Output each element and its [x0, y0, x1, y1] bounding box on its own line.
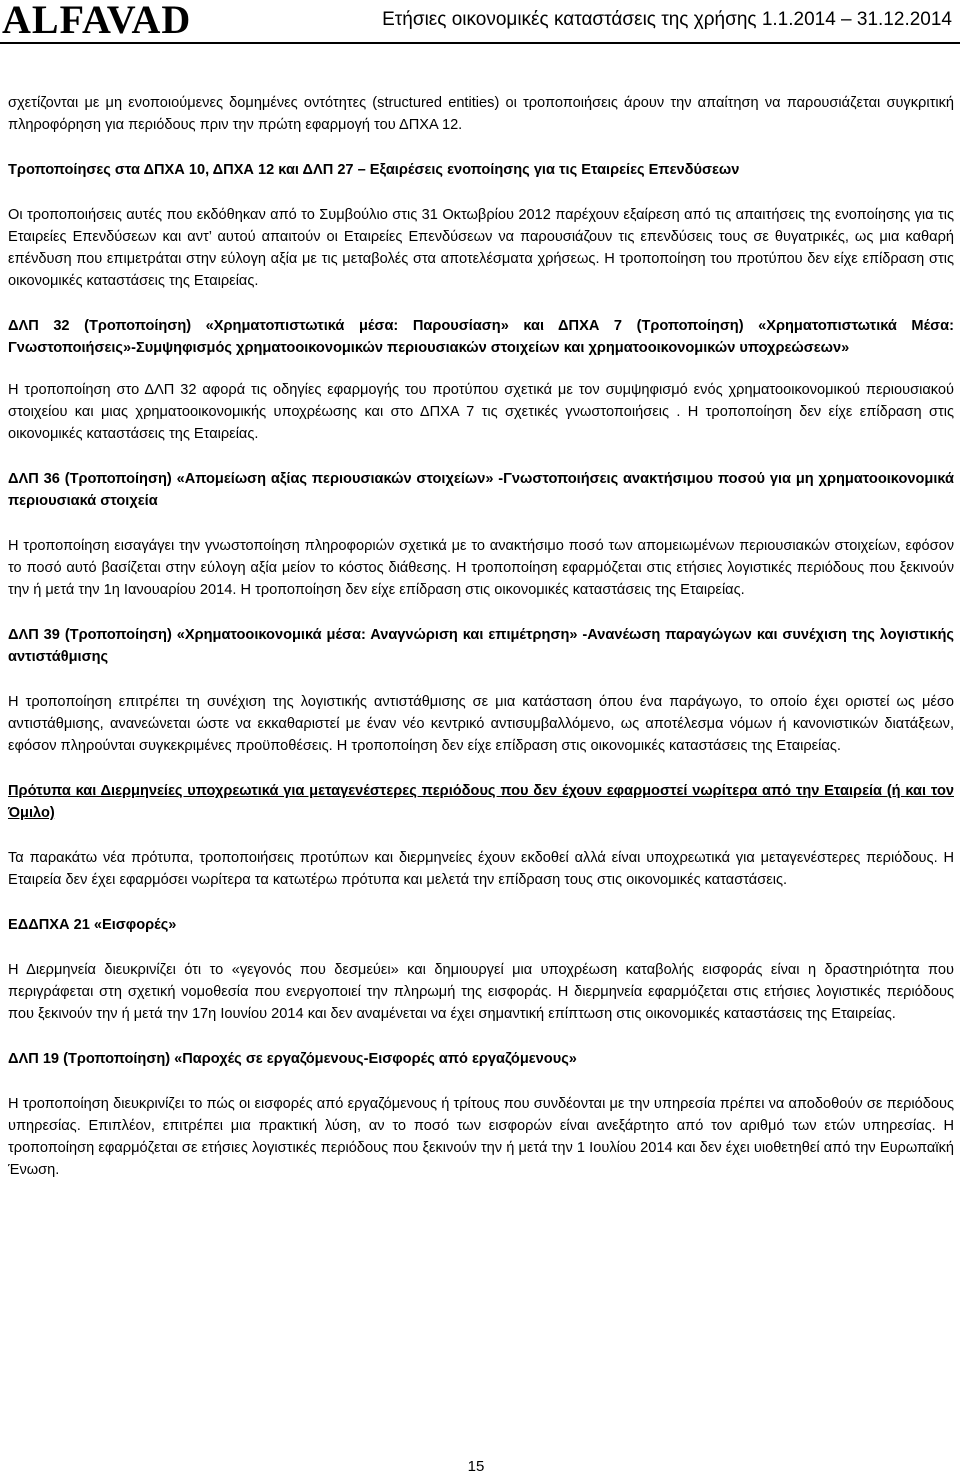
paragraph-intro: σχετίζονται με μη ενοποιούμενες δομημένες οντότητες (structured entities) οι τροποποιήσεις άρουν την απαίτηση να παρουσιάζεται συγκριτική πληροφόρηση για περιόδους πριν την πρώτη εφαρμογή του ΔΠΧΑ 12. [8, 95, 954, 133]
heading-ifric21: ΕΔΔΠΧΑ 21 «Εισφορές» [8, 917, 177, 933]
paragraph-recoverable-amount: Η τροποποίηση εισαγάγει την γνωστοποίηση πληροφοριών σχετικά με το ανακτήσιμο ποσό των απομειωμένων περιουσιακών στοιχείων, εφόσον το ποσό αυτό βασίζεται στην εύλογη αξία μείον το κόστος διάθεσης. Η τροποποίηση εφαρμόζεται στις ετήσιες λογιστικές περιόδους που ξεκινούν την ή μετά την 1η Ιανουαρίου 2014. Η τροποποίηση δεν είχε επίδραση στις οικονομικές καταστάσεις της Εταιρείας. [8, 538, 954, 598]
paragraph-investment-entities: Οι τροποποιήσεις αυτές που εκδόθηκαν από το Συμβούλιο στις 31 Οκτωβρίου 2012 παρέχουν εξαίρεση από τις απαιτήσεις της ενοποίησης για τις Εταιρείες Επενδύσεων και αντ’ αυτού απαιτούν οι Εταιρείες Επενδύσεων να παρουσιάζουν τις επενδύσεις τους σε θυγατρικές, ως μια καθαρή επένδυση που επιμετράται στην εύλογη αξία με τις μεταβολές στα αποτελέσματα χρήσεως. Η τροποποίηση του προτύπου δεν είχε επίδραση στις οικονομικές καταστάσεις της Εταιρείας. [8, 207, 954, 289]
heading-ias32-ifrs7: ΔΛΠ 32 (Τροποποίηση) «Χρηματοπιστωτικά μέσα: Παρουσίαση» και ΔΠΧΑ 7 (Τροποποίηση) «Χρηματοπιστωτικά Μέσα: Γνωστοποιήσεις»-Συμψηφισμός χρηματοοικονομικών περιουσιακών στοιχείων και χρηματοοικονομικών υποχρεώσεων» [8, 318, 954, 356]
paragraph-novation: Η τροποποίηση επιτρέπει τη συνέχιση της λογιστικής αντιστάθμισης σε μια κατάσταση όπου ένα παράγωγο, το οποίο έχει οριστεί ως μέσο αντιστάθμισης, ανανεώνεται ώστε να εκκαθαριστεί με έναν νέο κεντρικό αντισυμβαλλόμενο, ως αποτέλεσμα νόμων ή κανονιστικών διατάξεων, εφόσον πληρούνται συγκεκριμένες προϋποθέσεις. Η τροποποίηση δεν είχε επίδραση στις οικονομικές καταστάσεις της Εταιρείας. [8, 694, 954, 754]
heading-ias39: ΔΛΠ 39 (Τροποποίηση) «Χρηματοοικονομικά μέσα: Αναγνώριση και επιμέτρηση» -Ανανέωση παραγώγων και συνέχιση της λογιστικής αντιστάθμισης [8, 627, 954, 665]
document-body [8, 92, 954, 1181]
paragraph-offsetting: Η τροποποίηση στο ΔΛΠ 32 αφορά τις οδηγίες εφαρμογής του προτύπου σχετικά με τον συμψηφισμό ενός χρηματοοικονομικού περιουσιακού στοιχείου και μιας χρηματοοικονομικής υποχρέωσης και στο ΔΠΧΑ 7 τις σχετικές γνωστοποιήσεις . Η τροποποίηση δεν είχε επίδραση στις οικονομικές καταστάσεις της Εταιρείας. [8, 382, 954, 442]
paragraph-future-standards: Τα παρακάτω νέα πρότυπα, τροποποιήσεις προτύπων και διερμηνείες έχουν εκδοθεί αλλά είναι υποχρεωτικά για μεταγενέστερες περιόδους. Η Εταιρεία δεν έχει εφαρμόσει νωρίτερα τα κατωτέρω πρότυπα και μελετά την επίδραση τους στις οικονομικές καταστάσεις. [8, 850, 954, 888]
page-footer [0, 1458, 960, 1475]
header-rule [0, 42, 960, 44]
heading-future-standards: Πρότυπα και Διερμηνείες υποχρεωτικά για μεταγενέστερες περιόδους που δεν έχουν εφαρμοστεί νωρίτερα από την Εταιρεία (ή και τον Όμιλο) [8, 783, 954, 821]
heading-ias36: ΔΛΠ 36 (Τροποποίηση) «Απομείωση αξίας περιουσιακών στοιχείων» -Γνωστοποιήσεις ανακτήσιμου ποσού για μη χρηματοοικονομικά περιουσιακά στοιχεία [8, 471, 954, 509]
heading-ifrs10-12-ias27: Τροποποίησες στα ΔΠΧΑ 10, ΔΠΧΑ 12 και ΔΛΠ 27 – Εξαιρέσεις ενοποίησης για τις Εταιρείες Επενδύσεων [8, 162, 740, 178]
page-header [0, 0, 960, 44]
header-title: Ετήσιες οικονομικές καταστάσεις της χρήσης 1.1.2014 – 31.12.2014 [382, 9, 952, 30]
paragraph-levies: Η Διερμηνεία διευκρινίζει ότι το «γεγονός που δεσμεύει» και δημιουργεί μια υποχρέωση καταβολής εισφοράς είναι η δραστηριότητα που περιγράφεται στη σχετική νομοθεσία που ενεργοποιεί την πληρωμή της εισφοράς. Η διερμηνεία εφαρμόζεται στις ετήσιες λογιστικές περιόδους που ξεκινούν την ή μετά την 17η Ιουνίου 2014 και δεν αναμένεται να έχει σημαντική επίπτωση στις οικονομικές καταστάσεις της Εταιρείας. [8, 962, 954, 1022]
heading-ias19: ΔΛΠ 19 (Τροποποίηση) «Παροχές σε εργαζόμενους-Εισφορές από εργαζόμενους» [8, 1051, 577, 1067]
paragraph-employee-contributions: Η τροποποίηση διευκρινίζει το πώς οι εισφορές από εργαζόμενους ή τρίτους που συνδέονται με την υπηρεσία πρέπει να αποδοθούν σε περιόδους υπηρεσίας. Επιπλέον, επιτρέπει μια πρακτική λύση, αν το ποσό των εισφορών είναι ανεξάρτητο από τον αριθμό των ετών υπηρεσίας. Η τροποποίηση εφαρμόζεται σε ετήσιες λογιστικές περιόδους που ξεκινούν την ή μετά την 1 Ιουλίου 2014 και δεν έχει υιοθετηθεί από την Ευρωπαϊκή Ένωση. [8, 1096, 954, 1178]
page-number: 15 [467, 1458, 485, 1475]
company-logo: ALFAVAD [2, 0, 192, 42]
